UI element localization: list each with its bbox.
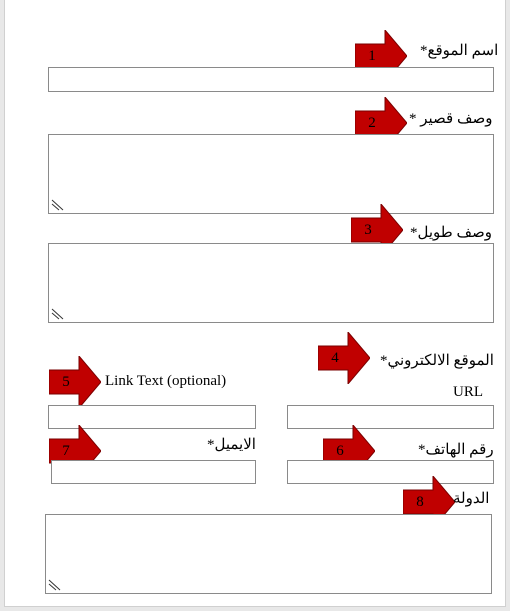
marker-number-1: 1: [368, 48, 376, 64]
long-description-textarea[interactable]: [48, 243, 494, 323]
website-url-input[interactable]: [287, 405, 494, 429]
link-text-label: Link Text (optional): [105, 373, 227, 389]
marker-number-5: 5: [62, 374, 70, 390]
long-description-label: وصف طويل*: [410, 225, 492, 241]
country-textarea[interactable]: [45, 514, 492, 594]
url-label: URL: [453, 384, 483, 400]
phone-number-input[interactable]: [287, 460, 494, 484]
short-description-label: وصف قصير *: [409, 111, 493, 127]
marker-number-6: 6: [336, 443, 344, 459]
email-label: الايميل*: [207, 437, 256, 453]
country-label: الدولة: [453, 491, 490, 507]
marker-arrow-5: [49, 356, 101, 408]
site-name-label: اسم الموقع*: [420, 43, 499, 59]
phone-number-label: رقم الهاتف*: [418, 442, 494, 458]
marker-number-3: 3: [364, 222, 372, 238]
form-page: [4, 0, 506, 607]
marker-number-4: 4: [331, 350, 339, 366]
resize-grip-icon[interactable]: [51, 197, 65, 211]
marker-number-7: 7: [62, 443, 70, 459]
marker-arrow-4: [318, 332, 370, 384]
resize-grip-icon[interactable]: [48, 577, 62, 591]
resize-grip-icon[interactable]: [51, 306, 65, 320]
short-description-textarea[interactable]: [48, 134, 494, 214]
website-url-label: الموقع الالكتروني*: [380, 353, 494, 369]
site-name-input[interactable]: [48, 67, 494, 92]
marker-number-2: 2: [368, 115, 376, 131]
email-input[interactable]: [51, 460, 256, 484]
marker-number-8: 8: [416, 494, 424, 510]
